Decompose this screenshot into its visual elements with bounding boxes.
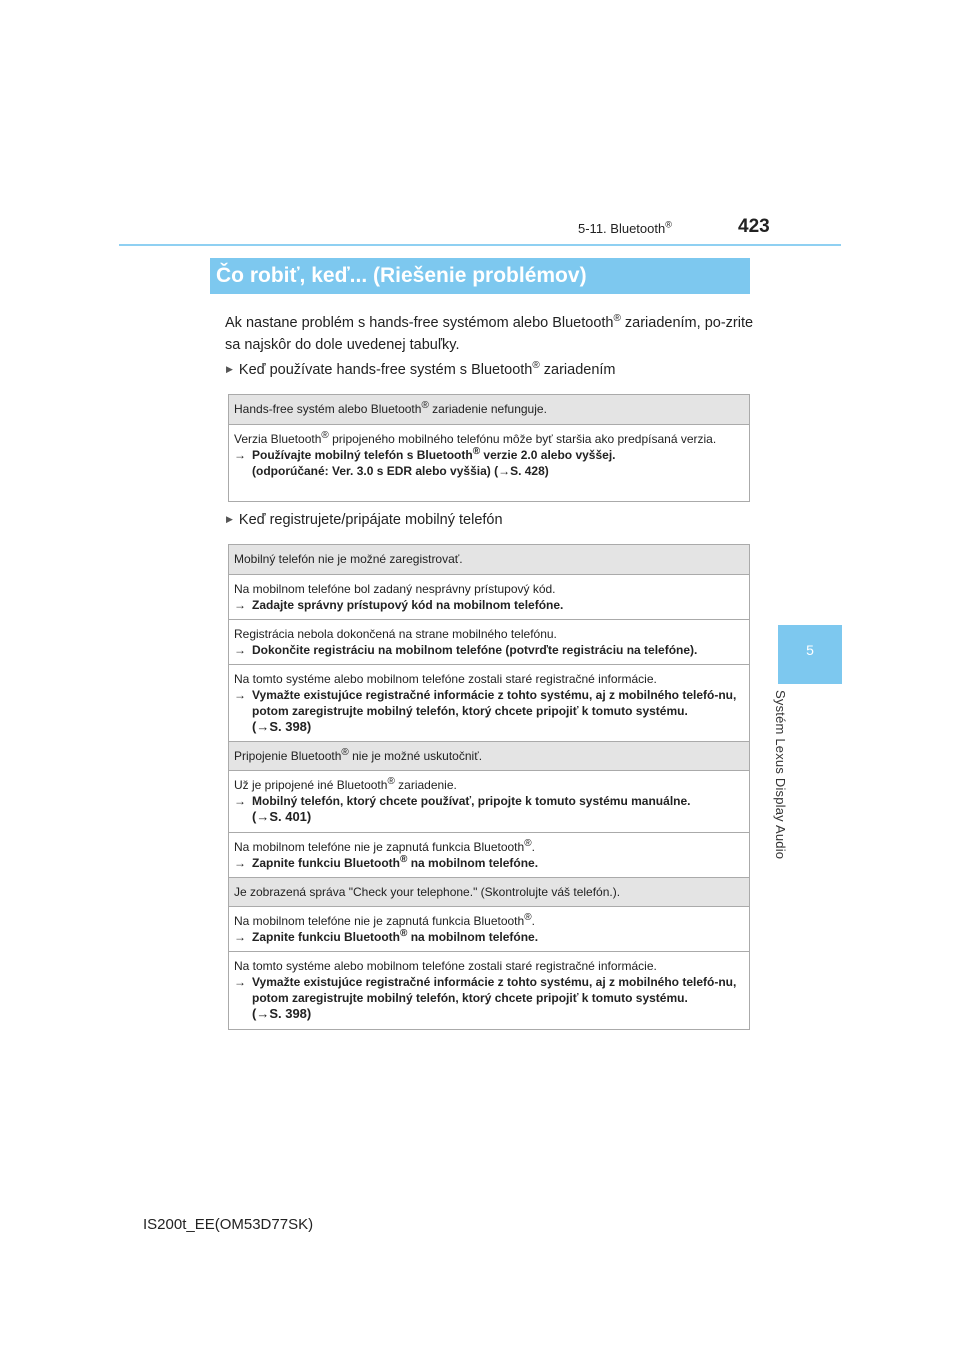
cause-text: Registrácia nebola dokončená na strane mobilného telefónu. [234, 627, 557, 641]
table-row-head: Hands-free systém alebo Bluetooth® zariadenie nefunguje. [229, 395, 749, 425]
table-row [229, 425, 749, 501]
page-title: Čo robiť, keď... (Riešenie problémov) [216, 264, 587, 287]
solution-a: Vymažte existujúce registračné informácie z tohto systému, aj z mobilného telefó-nu, potom zaregistrujte mobilný telefón, ktorý chcete pripojiť k tomuto systému. [252, 688, 737, 718]
bullet-hands-free [226, 362, 616, 378]
title-bar [210, 258, 750, 294]
table-hands-free [228, 394, 750, 502]
registered-mark: ® [665, 219, 672, 230]
header-rule [119, 244, 841, 246]
arrow-icon: → [234, 794, 246, 808]
table-register [228, 544, 750, 1030]
solution-text [234, 855, 744, 871]
solution-a: Vymažte existujúce registračné informácie z tohto systému, aj z mobilného telefó-nu, potom zaregistrujte mobilný telefón, ktorý chcete pripojiť k tomuto systému. [252, 975, 737, 1005]
table-row [229, 620, 749, 665]
section-header: 5-11. Bluetooth® [578, 219, 672, 236]
cause-text: Na mobilnom telefóne nie je zapnutá funkcia Bluetooth®. [234, 838, 535, 854]
arrow-icon: → [234, 643, 246, 657]
solution-a: Mobilný telefón, ktorý chcete používať, pripojte k tomuto systému manuálne. [252, 794, 691, 808]
arrow-icon: → [234, 975, 246, 989]
solution-a: Zapnite funkciu Bluetooth® na mobilnom telefóne. [252, 854, 539, 870]
page-ref: (→S. 401) [252, 809, 312, 824]
solution-a: Zapnite funkciu Bluetooth® na mobilnom telefóne. [252, 928, 539, 944]
arrow-icon: → [234, 930, 246, 944]
cause-text: Už je pripojené iné Bluetooth® zariadenie. [234, 776, 457, 792]
bullet-text: Keď registrujete/pripájate mobilný telefón [238, 512, 503, 528]
solution-text [234, 642, 744, 658]
arrow-icon: → [234, 598, 246, 612]
table-row [229, 665, 749, 742]
solution-text [234, 929, 744, 945]
solution-a: Zadajte správny prístupový kód na mobilnom telefóne. [252, 598, 564, 612]
page-ref: (→S. 398) [252, 719, 312, 734]
cause-text: Na mobilnom telefóne bol zadaný nesprávny prístupový kód. [234, 582, 556, 596]
solution-text [234, 447, 744, 479]
triangle-bullet-icon: ▶ [226, 364, 233, 374]
bullet-register [226, 512, 503, 528]
arrow-icon: → [234, 448, 246, 462]
table-row [229, 771, 749, 833]
solution-text [234, 687, 744, 735]
cause-text: Na tomto systéme alebo mobilnom telefóne zostali staré registračné informácie. [234, 959, 657, 973]
page-ref: (→S. 398) [252, 1006, 312, 1021]
chapter-side-label [773, 690, 810, 880]
arrow-icon: → [234, 688, 246, 702]
table-row [229, 952, 749, 1029]
solution-b: (odporúčané: Ver. 3.0 s EDR alebo vyššia) (→S. 428) [252, 464, 549, 478]
solution-a: Dokončite registráciu na mobilnom telefóne (potvrďte registráciu na telefóne). [252, 643, 698, 657]
chapter-tab: 5 [778, 625, 842, 684]
page-number: 423 [738, 216, 770, 237]
table-row-head: Je zobrazená správa "Check your telephone." (Skontrolujte váš telefón.). [229, 878, 749, 907]
document-code: IS200t_EE(OM53D77SK) [143, 1216, 314, 1233]
chapter-side-label-text: Systém Lexus Display Audio [773, 690, 788, 860]
table-row [229, 575, 749, 620]
intro-paragraph: Ak nastane problém s hands-free systémom alebo Bluetooth® zariadením, po-zrite sa najskôr do dole uvedenej tabuľky. [225, 313, 754, 353]
arrow-icon: → [234, 856, 246, 870]
solution-a: Používajte mobilný telefón s Bluetooth® verzie 2.0 alebo vyššej. [252, 446, 616, 462]
bullet-text: Keď používate hands-free systém s Bluetooth® zariadením [238, 360, 616, 378]
solution-text [234, 974, 744, 1022]
solution-text [234, 597, 744, 613]
table-row-head: Pripojenie Bluetooth® nie je možné uskutočniť. [229, 742, 749, 771]
triangle-bullet-icon: ▶ [226, 514, 233, 524]
table-row [229, 907, 749, 952]
solution-text [234, 793, 744, 825]
table-row-head: Mobilný telefón nie je možné zaregistrovať. [229, 545, 749, 575]
table-row [229, 833, 749, 878]
cause-text: Na tomto systéme alebo mobilnom telefóne zostali staré registračné informácie. [234, 672, 657, 686]
cause-text: Verzia Bluetooth® pripojeného mobilného telefónu môže byť staršia ako predpísaná verzia. [234, 430, 717, 446]
cause-text: Na mobilnom telefóne nie je zapnutá funkcia Bluetooth®. [234, 912, 535, 928]
